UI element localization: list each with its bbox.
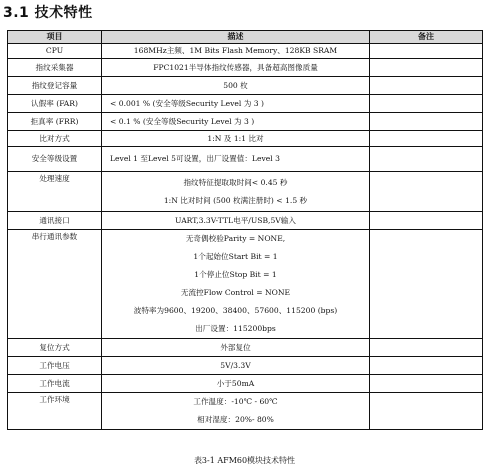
table-row — [8, 230, 483, 339]
description-line: 工作温度：-10℃ - 60℃ — [193, 397, 278, 406]
table-header-row — [8, 31, 483, 44]
table-row — [8, 59, 483, 77]
description-line: 出厂设置：115200bps — [195, 324, 276, 333]
description-line: 波特率为9600、19200、38400、57600、115200 (bps) — [133, 306, 338, 315]
spec-description — [102, 230, 370, 339]
header-item: 项目 — [8, 31, 102, 44]
table-row — [8, 95, 483, 113]
spec-description: < 0.001 % (安全等级Security Level 为 3 ) — [102, 95, 370, 113]
table-row — [8, 357, 483, 375]
table-row — [8, 131, 483, 147]
spec-description: 小于50mA — [102, 375, 370, 393]
description-line: 1个起始位Start Bit = 1 — [193, 252, 278, 261]
spec-remarks — [370, 172, 483, 212]
section-heading: 3.1 技术特性 — [3, 5, 93, 21]
spec-item: 通讯接口 — [8, 212, 102, 230]
spec-item: 串行通讯参数 — [8, 230, 102, 339]
table-caption: 表3-1 AFM60模块技术特性 — [193, 456, 296, 465]
spec-description: UART,3.3V-TTL电平/USB,5V输入 — [102, 212, 370, 230]
spec-remarks — [370, 339, 483, 357]
spec-description: 1:N 及 1:1 比对 — [102, 131, 370, 147]
spec-item: 处理速度 — [8, 172, 102, 212]
spec-item: CPU — [8, 44, 102, 59]
table-row — [8, 212, 483, 230]
table-row — [8, 375, 483, 393]
table-row — [8, 393, 483, 430]
description-line: 相对湿度：20%- 80% — [197, 415, 274, 424]
spec-item: 认假率 (FAR) — [8, 95, 102, 113]
description-line: 无奇偶校验Parity = NONE, — [185, 234, 286, 243]
spec-description: FPC1021半导体指纹传感器，具备超高图像质量 — [102, 59, 370, 77]
spec-remarks — [370, 393, 483, 430]
spec-item: 比对方式 — [8, 131, 102, 147]
spec-description: < 0.1 % (安全等级Security Level 为 3 ) — [102, 113, 370, 131]
spec-item: 指纹登记容量 — [8, 77, 102, 95]
table-body — [8, 44, 483, 430]
spec-item: 指纹采集器 — [8, 59, 102, 77]
spec-remarks — [370, 212, 483, 230]
spec-description: 168MHz主频、1M Bits Flash Memory、128KB SRAM — [102, 44, 370, 59]
spec-remarks — [370, 131, 483, 147]
header-remarks: 备注 — [370, 31, 483, 44]
spec-description: 外部复位 — [102, 339, 370, 357]
spec-table — [7, 30, 483, 430]
description-line: 无流控Flow Control = NONE — [180, 288, 291, 297]
spec-description — [102, 393, 370, 430]
spec-remarks — [370, 113, 483, 131]
table-row — [8, 44, 483, 59]
spec-remarks — [370, 357, 483, 375]
table-row — [8, 339, 483, 357]
spec-description: 500 枚 — [102, 77, 370, 95]
table-row — [8, 172, 483, 212]
spec-item: 复位方式 — [8, 339, 102, 357]
spec-remarks — [370, 375, 483, 393]
spec-description: Level 1 至Level 5可设置，出厂设置值：Level 3 — [102, 147, 370, 172]
spec-item: 工作电压 — [8, 357, 102, 375]
spec-item: 工作电流 — [8, 375, 102, 393]
table-row — [8, 147, 483, 172]
header-description: 描述 — [102, 31, 370, 44]
description-line: 1:N 比对时间 (500 枚满注册时) < 1.5 秒 — [163, 195, 308, 205]
spec-remarks — [370, 147, 483, 172]
spec-item: 工作环境 — [8, 393, 102, 430]
spec-remarks — [370, 59, 483, 77]
description-line: 1个停止位Stop Bit = 1 — [194, 270, 277, 279]
spec-description: 5V/3.3V — [102, 357, 370, 375]
spec-remarks — [370, 230, 483, 339]
table-row — [8, 113, 483, 131]
table-row — [8, 77, 483, 95]
spec-item: 拒真率 (FRR) — [8, 113, 102, 131]
spec-remarks — [370, 95, 483, 113]
spec-remarks — [370, 44, 483, 59]
spec-description — [102, 172, 370, 212]
spec-item: 安全等级设置 — [8, 147, 102, 172]
spec-remarks — [370, 77, 483, 95]
description-line: 指纹特征提取取时间< 0.45 秒 — [183, 177, 288, 187]
